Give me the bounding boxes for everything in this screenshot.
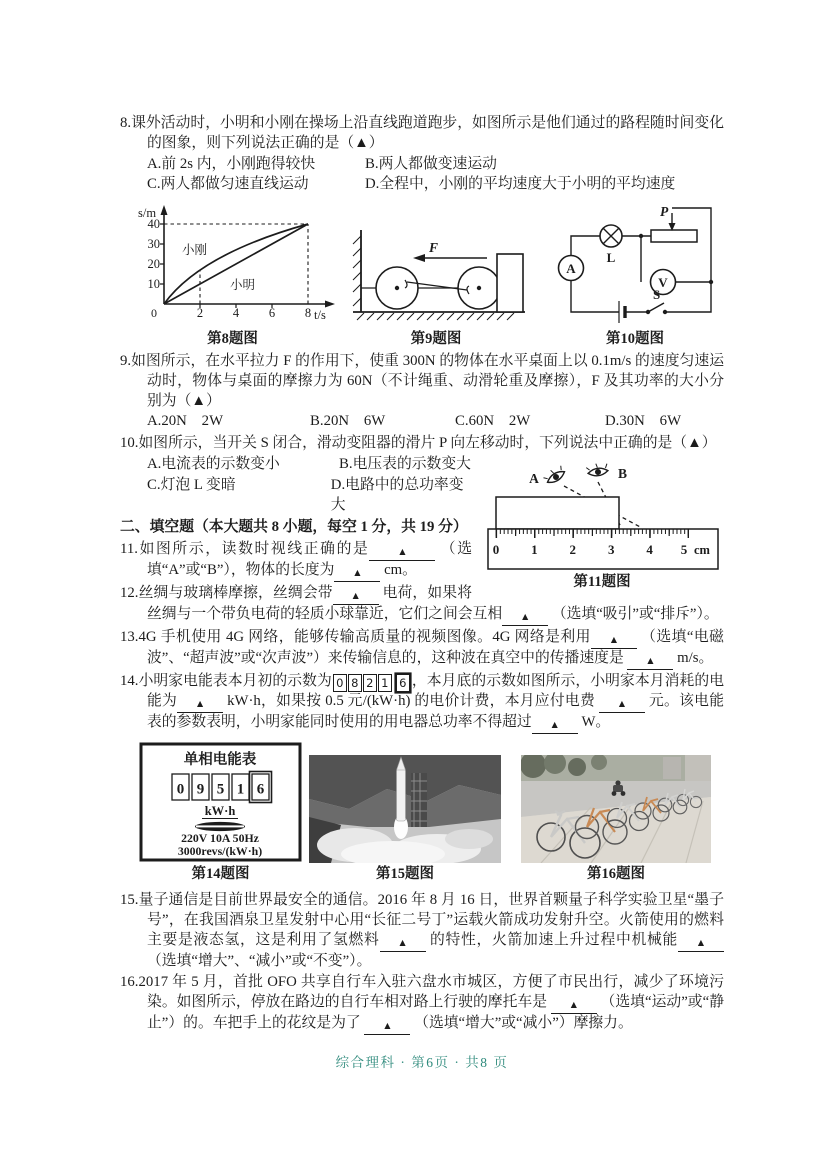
q14-text-4: 元。该电能表的参数表明，小明家能同时使用的用电器总功率不得超过 (147, 693, 724, 731)
voltmeter-label: V (658, 275, 668, 291)
y-tick-10: 10 (147, 277, 160, 292)
y-axis-arrow-icon (161, 205, 168, 215)
slider-label: P (660, 204, 669, 220)
measured-object (496, 497, 619, 529)
figure-8 (130, 204, 335, 350)
figure-14-caption: 第14题图 (191, 866, 250, 883)
ammeter-label: A (566, 261, 576, 277)
page-content (120, 112, 724, 1073)
answer-blank: ▲ (334, 566, 380, 582)
question-10-options-row-1 (120, 455, 472, 475)
smoke-cloud (445, 829, 493, 849)
rider-head (615, 781, 620, 786)
q12-text-1: 12.丝绸与玻璃棒摩擦，丝绸会带 (120, 585, 333, 602)
q10-option-c: C.灯泡 L 变暗 (147, 476, 236, 493)
figure-9 (345, 216, 527, 350)
figure-15 (309, 755, 501, 885)
figure-16-caption: 第16题图 (587, 866, 645, 883)
q13-text-2: （选填“电磁波”、“超声波”或“次声波”）来传输信息的，这种波在真空中的传播速度是 (147, 629, 724, 667)
meter-start-digit: 8 (348, 674, 362, 692)
q11-text-1: 11.如图所示，读数时视线正确的是 (120, 541, 370, 558)
shared-bikes-photo (521, 755, 711, 863)
meter-unit: kW·h (204, 804, 236, 819)
answer-blank: ▲ (369, 545, 435, 561)
building (663, 757, 681, 779)
building (685, 755, 711, 781)
meter-start-digit: 1 (378, 674, 392, 692)
figure-9-caption: 第9题图 (410, 331, 462, 348)
circuit-diagram (545, 200, 725, 328)
q15-text-2: 的特性，火箭加速上升过程中机械能 (429, 931, 678, 948)
q16-text-3: （选填“增大”或“减小”）摩擦力。 (414, 1015, 633, 1032)
meter-spec-2: 3000revs/(kW·h) (177, 844, 263, 859)
answer-blank: ▲ (678, 936, 724, 952)
meter-start-digit-decimal: 6 (396, 674, 410, 692)
answer-blank: ▲ (591, 633, 637, 649)
force-arrowhead-icon (413, 254, 425, 262)
meter-start-digit: 0 (333, 674, 347, 692)
q9-option-c: C.60N 2W (455, 413, 531, 430)
q14-text-1: 14.小明家电能表本月初的示数为 (120, 673, 332, 690)
wall-hatching (353, 236, 361, 306)
ruler-unit-label: cm (694, 542, 710, 557)
x-tick-6: 6 (268, 306, 276, 321)
q14-text-3: kW·h，如果按 0.5 元/(kW·h) 的电价计费，本月应付电费 (227, 693, 596, 710)
ruler-tick-4: 4 (646, 541, 653, 557)
tree (568, 758, 586, 776)
figure-11-caption: 第11题图 (573, 573, 631, 590)
figure-16 (521, 755, 711, 885)
ground-hatching (357, 313, 514, 320)
answer-blank: ▲ (599, 697, 645, 713)
question-8-options-row-2 (120, 175, 724, 195)
q15-text-3: （选填“增大”、“减小”或“不变”）。 (147, 952, 372, 969)
q9-option-a: A.20N 2W (147, 413, 224, 430)
q12-text-3: （选填“吸引”或“排斥”）。 (551, 606, 719, 623)
x-tick-2: 2 (196, 306, 204, 321)
answer-blank: ▲ (333, 589, 379, 605)
curve-xiaoming (164, 224, 308, 304)
page-footer: 综合理科 · 第6页 · 共8 页 (335, 1055, 509, 1071)
switch-label: S (653, 287, 661, 303)
junction-dot-2 (709, 280, 713, 284)
eye-b-label: B (618, 465, 628, 481)
question-14 (120, 672, 724, 734)
question-16 (120, 973, 724, 1035)
q11-text-3: cm。 (384, 562, 417, 579)
y-axis-label: s/m (138, 206, 157, 221)
answer-blank: ▲ (502, 610, 548, 626)
figure-10 (545, 200, 725, 350)
rocket-body (397, 769, 406, 821)
question-10-stem: 10.如图所示，当开关 S 闭合，滑动变阻器的滑片 P 向左移动时，下列说法中正确的是（▲） (120, 435, 717, 452)
meter-spec-1: 220V 10A 50Hz (181, 831, 259, 846)
question-9-stem: 9.如图所示，在水平拉力 F 的作用下，使重 300N 的物体在水平桌面上以 0.1m/s 的速度匀速运动时，物体与桌面的摩擦力为 60N（不计绳重、动滑轮重及摩擦），F 及其功率的大小分别为（▲） (120, 352, 724, 409)
answer-blank: ▲ (551, 998, 597, 1014)
answer-blank: ▲ (380, 936, 426, 952)
electric-meter-diagram (138, 741, 303, 863)
x-axis-label: t/s (314, 308, 326, 323)
origin-label: 0 (151, 306, 157, 321)
q8-option-d: D.全程中，小刚的平均速度大于小明的平均速度 (365, 176, 676, 193)
figure-15-caption: 第15题图 (376, 866, 434, 883)
motorcycle (613, 785, 623, 792)
meter-digit: 9 (196, 781, 205, 798)
answer-blank: ▲ (627, 654, 673, 670)
q13-text-3: m/s。 (677, 650, 714, 667)
junction-dot (639, 234, 643, 238)
q9-option-b: B.20N 6W (310, 413, 386, 430)
ruler-tick-5: 5 (680, 541, 688, 557)
question-8-options-row-1 (120, 155, 724, 175)
pulley-system-diagram (345, 216, 527, 328)
x-axis-arrow-icon (325, 301, 335, 308)
section-2-header: 二、填空题（本大题共 8 小题，每空 1 分，共 19 分） (120, 519, 468, 536)
rocket-launch-photo (309, 755, 501, 863)
eye-b-icon (586, 462, 609, 477)
eye-a-icon (542, 464, 566, 486)
question-8-stem: 8.课外活动时，小明和小刚在操场上沿直线跑道跑步，如图所示是他们通过的路程随时间变化的图象，则下列说法正确的是（▲） (120, 115, 724, 151)
ruler-tick-0: 0 (492, 541, 500, 557)
figure-14 (138, 741, 303, 885)
q8-option-a: A.前 2s 内，小刚跑得较快 (147, 155, 316, 172)
q16-text-1: 16.2017 年 5 月，首批 OFO 共享自行车入驻六盘水市城区，方便了市民出行，减少了环境污染。如图所示，停放在路边的自行车相对路上行驶的摩托车是 (120, 974, 724, 1011)
answer-blank: ▲ (532, 718, 578, 734)
q10-option-d: D.电路中的总功率变大 (330, 476, 464, 513)
figure-10-caption: 第10题图 (606, 331, 664, 348)
q16-text-2: （选填“运动”或“静止”）的。车把手上的花纹是为了 (147, 994, 724, 1032)
q8-option-b: B.两人都做变速运动 (365, 155, 497, 172)
y-tick-40: 40 (147, 217, 160, 232)
y-tick-30: 30 (147, 237, 160, 252)
q13-text-1: 13.4G 手机使用 4G 网络，能够传输高质量的视频图像。4G 网络是利用 (120, 629, 591, 646)
q14-text-5: W。 (581, 714, 611, 731)
answer-blank: ▲ (364, 1019, 410, 1035)
q8-option-c: C.两人都做匀速直线运动 (147, 176, 309, 193)
q10-option-b: B.电压表的示数变大 (339, 455, 471, 472)
meter-start-digit: 2 (363, 674, 377, 692)
ruler-tick-1: 1 (531, 541, 538, 557)
meter-digit-decimal: 6 (256, 781, 265, 798)
ruler-tick-2: 2 (569, 541, 577, 557)
runner-label-xiaogang: 小刚 (182, 243, 208, 258)
meter-digit: 0 (176, 781, 185, 798)
lamp-label: L (606, 250, 616, 266)
x-tick-8: 8 (304, 306, 312, 321)
distance-time-graph (130, 204, 335, 328)
rheostat (651, 230, 697, 242)
eye-a-label: A (529, 470, 539, 486)
ruler-tick-3: 3 (607, 541, 615, 557)
ruler-reading-diagram (482, 457, 722, 571)
switch-lever (648, 303, 664, 312)
question-9-options (120, 412, 724, 432)
question-10-options-row-2 (120, 476, 472, 516)
figure-row-2 (120, 741, 724, 885)
y-tick-20: 20 (147, 257, 160, 272)
meter-title: 单相电能表 (183, 752, 257, 769)
meter-digit: 1 (236, 781, 245, 798)
q15-text-1: 15.量子通信是目前世界最安全的通信。2016 年 8 月 16 日，世界首颗量子科学实验卫星“墨子号”，在我国酒泉卫星发射中心用“长征二号丁”运载火箭成功发射升空。火箭使用的燃料主要是液态氢，这是利用了氢燃料 (120, 891, 724, 948)
q10-to-q12-block (120, 455, 724, 626)
force-label: F (429, 240, 439, 256)
runner-label-xiaoming: 小明 (230, 278, 256, 293)
q14-text-2: ，本月底的示数如图所示，小明家本月消耗的电能为 (147, 673, 724, 710)
figure-8-caption: 第8题图 (207, 331, 258, 348)
figure-11 (480, 457, 724, 593)
question-13 (120, 628, 724, 670)
meter-digit: 5 (216, 781, 225, 798)
x-tick-4: 4 (232, 306, 240, 321)
question-15 (120, 891, 724, 971)
q11-text-2: （选填“A”或“B”），物体的长度为 (147, 541, 472, 579)
figure-row-1 (120, 200, 724, 350)
q10-option-a: A.电流表的示数变小 (147, 455, 280, 472)
q12-text-2: 电荷，如果将丝绸与一个带负电荷的轻质小球靠近，它们之间会互相 (147, 585, 503, 623)
q9-option-d: D.30N 6W (605, 413, 682, 430)
block (497, 254, 523, 312)
answer-blank: ▲ (177, 697, 223, 713)
